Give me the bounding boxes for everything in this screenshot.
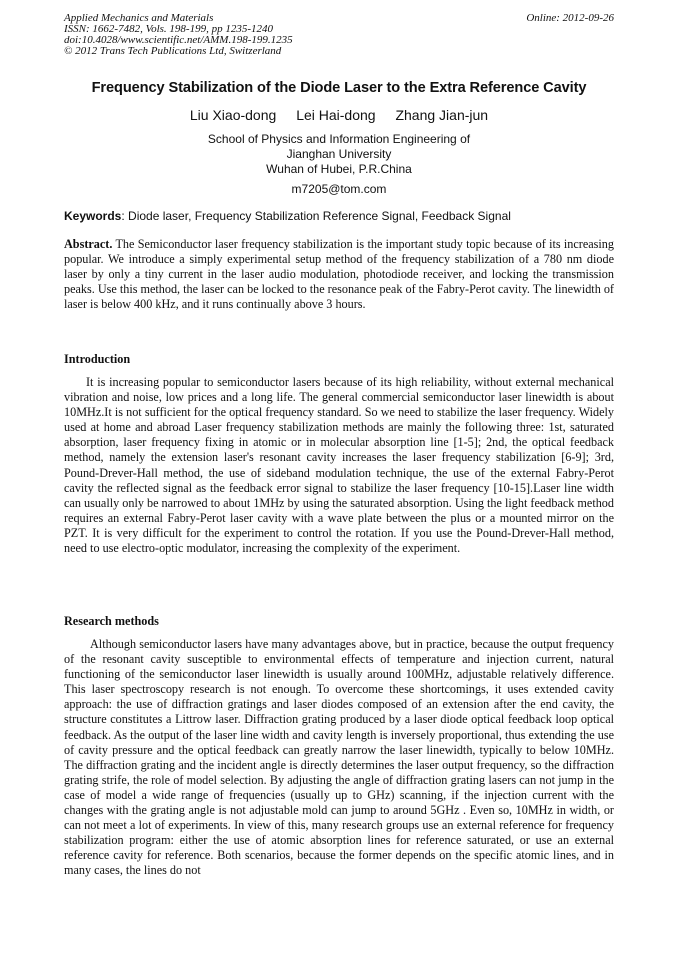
introduction-heading: Introduction [64, 352, 131, 366]
research-methods-paragraph: Although semiconductor lasers have many advantages above, but in practice, because the output frequency of the resonant cavity susceptible to environmental effects of temperature and injection current, natural functioning of the semiconductor laser linewidth is usually around 100MHz, adjustable relatively difference. This laser spectroscopy research is not enough. To overcome these shortcomings, it uses extended cavity approach: the use of diffraction gratings and laser diodes composed of an extension after the end cavity, the structure constitutes a Littrow laser. Diffraction grating produced by a laser diode optical feedback loop optical feedback. As the output of the laser line width and cavity length is inversely proportional, thus extending the use of cavity pressure and the optical feedback can greatly narrow the laser linewidth, typically to below 10MHz. The diffraction grating and the incident angle is directly determines the laser output frequency, so the diffraction grating strife, the role of model selection. By adjusting the angle of diffraction grating lasers can not jump in the case of model a wide range of frequencies (usually up to GHz) scanning, if the injection current with the changes with the grating angle is not adjustable mold can jump to around 5GHz . Even so, 10MHz in width, or can not meet a lot of experiments. In view of this, many research groups use an external reference for frequency stabilization program: either the use of atomic absorption lines for reference saturated, or use an external reference cavity for reference. Both scenarios, because the former depends on the specific atomic lines, and in many cases, the lines do not [64, 637, 614, 878]
journal-issn: ISSN: 1662-7482, Vols. 198-199, pp 1235-1240 [64, 23, 273, 35]
abstract-text: The Semiconductor laser frequency stabilization is the important study topic because of its increasing popular. We introduce a simply experimental setup method of the frequency stabilization of a 780 nm diode laser by only a tiny current in the laser audio modulation, photodiode receiver, and locking the transmission peaks. Use this method, the laser can be locked to the resonance peak of the Fabry-Perot cavity. The linewidth of laser is below 400 kHz, and it runs continually above 3 hours. [64, 237, 614, 312]
keywords-label: Keywords [64, 209, 122, 223]
keywords-text: : Diode laser, Frequency Stabilization Reference Signal, Feedback Signal [121, 209, 511, 223]
author-1: Liu Xiao-dong [189, 107, 277, 123]
introduction-body [64, 375, 614, 556]
author-list [0, 107, 678, 123]
journal-header [64, 13, 293, 57]
research-methods-body [64, 637, 614, 879]
author-2: Lei Hai-dong [296, 107, 376, 123]
journal-copyright: © 2012 Trans Tech Publications Ltd, Switzerland [64, 45, 282, 57]
author-email: m7205@tom.com [291, 182, 387, 196]
journal-name: Applied Mechanics and Materials [64, 12, 214, 24]
introduction-paragraph: It is increasing popular to semiconductor lasers because of its high reliability, without external mechanical vibration and noise, low prices and a long life. The general commercial semiconductor laser linewidth is about 10MHz.It is not sufficient for the optical frequency standard. So we need to stabilize the laser frequency. Widely used at home and abroad Laser frequency stabilization methods are mainly the following three: 1st, saturated absorption, laser frequency fixing in atomic or in molecular absorption line [1-5]; 2nd, the optical feedback method, namely the extension laser's resonant cavity increases the laser frequency stabilization [6-9]; 3rd, Pound-Drever-Hall method, the use of sideband modulation technique, the use of the external Fabry-Perot cavity the reflected signal as the feedback error signal to stabilize the laser frequency [10-15].Laser line width can usually only be narrowed to about 1MHz by using the saturated absorption. Using the light feedback method requires an external Fabry-Perot laser cavity with a wave plate between the plus or a mounted mirror on the PZT. It is very difficult for the experiment to control the rotation. If you use the Pound-Drever-Hall method, need to use electro-optic modulator, increasing the complexity of the experiment. [64, 375, 614, 556]
journal-doi: doi:10.4028/www.scientific.net/AMM.198-199.1235 [64, 34, 293, 46]
affiliation-line-1: School of Physics and Information Engineering of [207, 132, 471, 146]
keywords [64, 209, 511, 223]
paper-title: Frequency Stabilization of the Diode Laser to the Extra Reference Cavity [91, 80, 587, 96]
research-methods-heading: Research methods [64, 614, 159, 628]
online-date: Online: 2012-09-26 [526, 12, 614, 24]
affiliation-line-2: Jianghan University [286, 147, 392, 161]
affiliation-line-3: Wuhan of Hubei, P.R.China [266, 162, 412, 176]
author-3: Zhang Jian-jun [395, 107, 489, 123]
abstract-label: Abstract. [64, 237, 113, 251]
abstract [64, 237, 614, 312]
